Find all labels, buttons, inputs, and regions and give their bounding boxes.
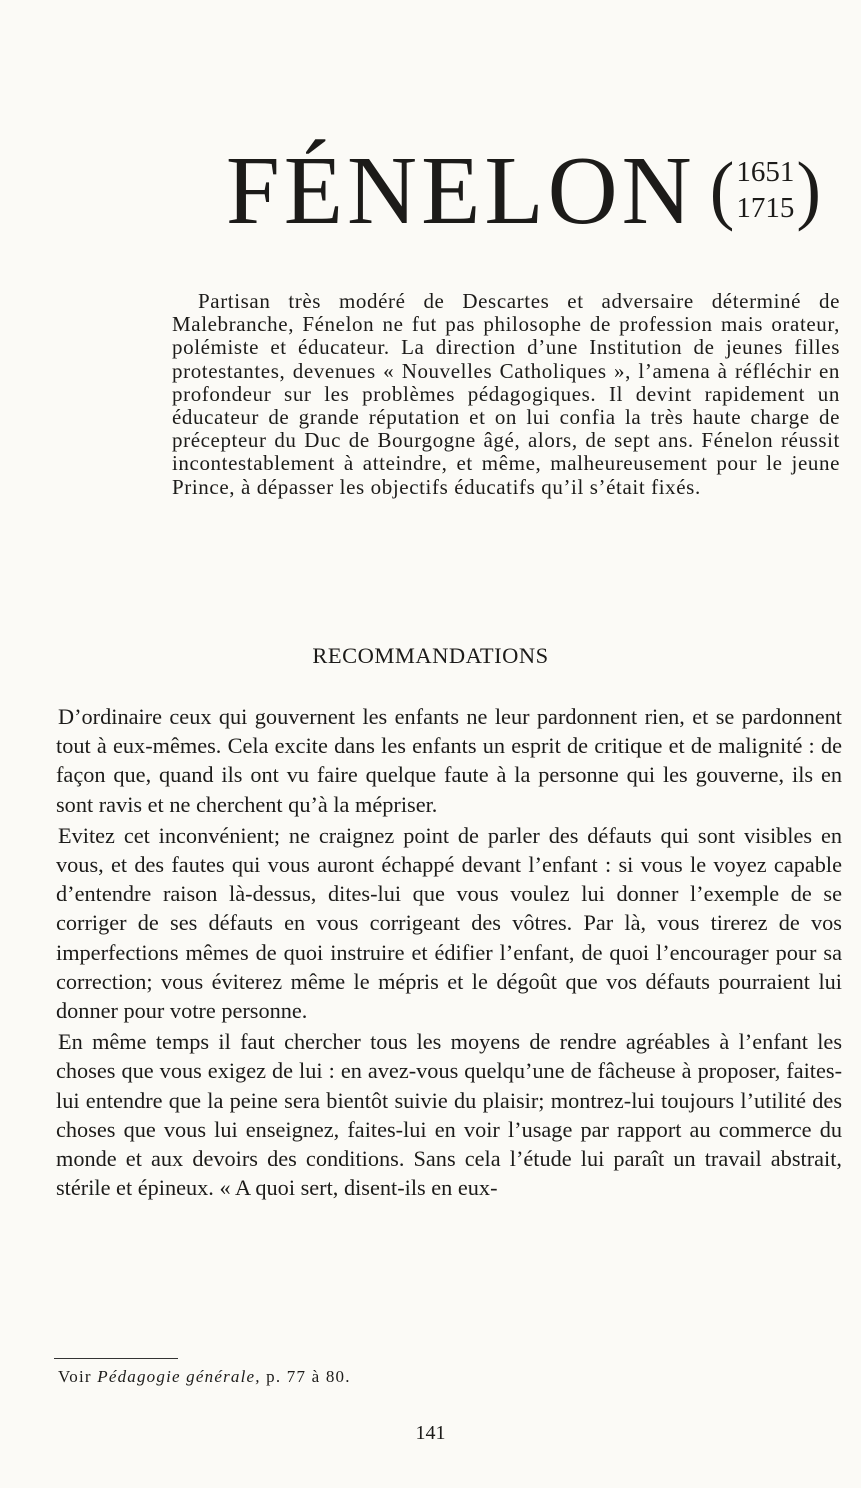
- section-body: [56, 702, 842, 1204]
- chapter-header: [225, 136, 821, 244]
- date-close-paren: ): [796, 146, 821, 234]
- death-year: 1715: [736, 192, 795, 224]
- footnote-work-title: Pédagogie générale,: [97, 1367, 261, 1386]
- date-stack: [734, 154, 796, 227]
- intro-paragraph: [172, 290, 840, 499]
- footnote: [58, 1367, 351, 1387]
- life-dates: [709, 146, 821, 234]
- footnote-divider: [54, 1358, 178, 1359]
- section-heading: RECOMMANDATIONS: [312, 643, 549, 668]
- intro-text: Partisan très modéré de Descartes et adversaire déterminé de Malebranche, Fénelon ne fut pas philosophe de profession mais orateur, polémiste et éducateur. La direction d’une Institution de jeunes filles protestantes, devenues « Nouvelles Catholiques », l’amena à réfléchir en profondeur sur les problèmes pédagogiques. Il devint rapidement un éducateur de grande réputation et on lui confia la très haute charge de précepteur du Duc de Bourgogne âgé, alors, de sept ans. Fénelon réussit incontestablement à atteindre, et même, malheureusement pour le jeune Prince, à dépasser les objectifs éducatifs qu’il s’était fixés.: [172, 289, 840, 499]
- birth-year: 1651: [736, 155, 795, 188]
- date-open-paren: (: [709, 146, 735, 234]
- footnote-pages: p. 77 à 80.: [266, 1367, 351, 1386]
- body-paragraph: Evitez cet inconvénient; ne craignez point de parler des défauts qui sont visibles en vous, et des fautes qui vous auront échappé devant l’enfant : si vous le voyez capable d’entendre raison là-dessus, dites-lui que vous voulez lui donner l’exemple de se corriger de ses défauts en vous corrigeant des vôtres. Par là, vous tirerez de vos imperfections mêmes de quoi instruire et édifier l’enfant, de quoi l’encourager pour sa correction; vous éviterez même le mépris et le dégoût que vos défauts pourraient lui donner pour votre personne.: [56, 822, 842, 1024]
- body-paragraph: En même temps il faut chercher tous les moyens de rendre agréables à l’enfant les choses que vous exigez de lui : en avez-vous quelqu’une de fâcheuse à proposer, faites-lui entendre que la peine sera bientôt suivie du plaisir; montrez-lui toujours l’utilité des choses que vous lui enseignez, faites-lui en voir l’usage par rapport au commerce du monde et aux devoirs des conditions. Sans cela l’étude lui paraît un travail abstrait, stérile et épineux. « A quoi sert, disent-ils en eux-: [56, 1029, 842, 1201]
- chapter-title: FÉNELON: [225, 136, 696, 244]
- body-paragraph: D’ordinaire ceux qui gouvernent les enfants ne leur pardonnent rien, et se pardonnent tout à eux-mêmes. Cela excite dans les enfants un esprit de critique et de malignité : de façon que, quand ils ont vu faire quelque faute à la personne qui les gouverne, ils en sont ravis et ne cherchent qu’à la mépriser.: [56, 704, 842, 817]
- page-number: 141: [415, 1422, 446, 1444]
- footnote-prefix: Voir: [58, 1367, 92, 1386]
